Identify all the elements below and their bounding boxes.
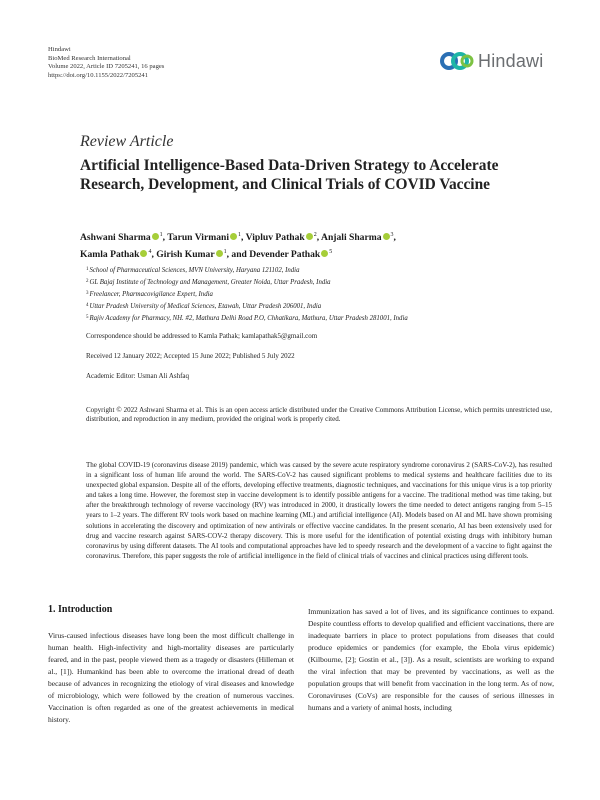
author-name[interactable]: Anjali Sharma	[321, 232, 382, 244]
author-separator: , and	[226, 249, 250, 261]
orcid-icon[interactable]	[140, 250, 147, 257]
author-name[interactable]: Ashwani Sharma	[80, 232, 151, 244]
orcid-icon[interactable]	[152, 233, 159, 240]
affiliation-number: 5	[86, 314, 89, 320]
correspondence: Correspondence should be addressed to Kamla Pathak; kamlapathak5@gmail.com	[86, 332, 318, 340]
author	[80, 249, 156, 260]
affiliation	[86, 289, 566, 301]
affiliation-text: Uttar Pradesh University of Medical Sciences, Etawah, Uttar Pradesh 206001, India	[89, 302, 322, 310]
author-affiliation-number: 1	[238, 232, 242, 238]
doi-link[interactable]: https://doi.org/10.1155/2022/7205241	[48, 71, 149, 79]
author-separator: ,	[151, 249, 157, 261]
section-heading-introduction: 1. Introduction	[48, 604, 113, 615]
affiliation	[86, 265, 566, 277]
author-separator: ,	[393, 232, 396, 244]
author-separator: ,	[316, 232, 322, 244]
affiliation	[86, 277, 566, 289]
author	[167, 232, 245, 243]
copyright-notice: Copyright © 2022 Ashwani Sharma et al. This is an open access article distributed under the Creative Commons Attribution License, which permits unrestricted use, distribution, and reproduction in any medium, provided the original work is properly cited.	[86, 406, 552, 424]
affiliation-list	[86, 265, 566, 325]
intro-paragraph: Virus-caused infectious diseases have long been the most difficult challenge in human health. High-infectivity and high-mortality diseases are particularly feared, and in the past, people viewed them as a tragedy or disasters (Hilleman et al., [1]). Humankind has been able to overcome the irrational dread of death because of advances in recognizing the etiology of viral diseases and knowledge of microbiology, which were followed by the creation of numerous vaccines. Vaccination is often regarded as one of the greatest achievements in medical history.	[48, 631, 294, 724]
affiliation-number: 1	[86, 267, 89, 272]
orcid-icon[interactable]	[383, 233, 390, 240]
author-affiliation-number: 2	[313, 232, 317, 238]
author-list	[80, 228, 560, 262]
hindawi-logo[interactable]	[440, 50, 543, 72]
article-title: Artificial Intelligence-Based Data-Driven Strategy to Accelerate Research, Development, and Clinical Trials of COVID Vaccine	[80, 157, 499, 193]
affiliation	[86, 301, 566, 313]
author-separator: ,	[162, 232, 168, 244]
author-affiliation-number: 3	[390, 232, 394, 238]
affiliation	[86, 313, 566, 325]
author	[80, 232, 167, 243]
affiliation-number: 3	[86, 290, 89, 296]
author-name[interactable]: Vipluv Pathak	[245, 232, 305, 244]
orcid-icon[interactable]	[230, 233, 237, 240]
author-name[interactable]: Tarun Virmani	[167, 232, 230, 244]
author-name[interactable]: Girish Kumar	[156, 249, 215, 261]
author-name[interactable]: Kamla Pathak	[80, 249, 140, 261]
hindawi-logo-icon	[440, 50, 474, 72]
publisher-name: Hindawi	[48, 46, 71, 53]
orcid-icon[interactable]	[306, 233, 313, 240]
orcid-icon[interactable]	[216, 250, 223, 257]
article-type: Review Article	[80, 133, 174, 150]
author-affiliation-number: 1	[159, 232, 163, 238]
author	[321, 232, 396, 243]
affiliation-number: 2	[86, 278, 89, 284]
author-affiliation-number: 1	[223, 249, 227, 256]
abstract: The global COVID-19 (coronavirus disease 2019) pandemic, which was caused by the severe acute respiratory syndrome coronavirus 2 (SARS-CoV-2), has resulted in a significant loss of human life around the world. The SARS-CoV-2 has caused significant problems to medical systems and healthcare facilities due to its unexpected global expansion. Despite all of the efforts, developing effective treatments, diagnostic techniques, and vaccinations for this unique virus is a top priority and takes a long time. However, the foremost step in vaccine development is to identify possible antigens for a vaccine. The traditional method was time taking, but after the breakthrough technology of reverse vaccinology (RV) was introduced in 2000, it drastically lowers the time needed to detect antigens ranging from 5–15 years to 1–2 years. The different RV tools work based on machine learning (ML) and artificial intelligence (AI). Models based on AI and ML have shown promising solutions in accelerating the discovery and optimization of new antivirals or effective vaccine candidates. In the present scenario, AI has been extensively used for drug and vaccine research against SARS-COV-2 therapy discovery. This is more useful for the identification of potential existing drugs with inhibitory human coronavirus by using different datasets. The AI tools and computational approaches have led to speedy research and the development of a vaccine to fight against the coronavirus. Therefore, this paper suggests the role of artificial intelligence in the field of clinical trials of vaccines and clinical practices using different tools.	[86, 461, 552, 560]
publication-dates: Received 12 January 2022; Accepted 15 June 2022; Published 5 July 2022	[86, 352, 295, 360]
affiliation-text: GL Bajaj Institute of Technology and Management, Greater Noida, Uttar Pradesh, India	[89, 278, 331, 286]
intro-paragraph: Immunization has saved a lot of lives, and its significance continues to expand. Despite countless efforts to develop qualified and efficient vaccinations, there are inadequate barriers in place to protect populations from diseases that could produce epidemics or pandemics (for example, the Ebola virus epidemic) (Kilbourne, [2]; Gostin et al., [3]). As a result, scientists are working to expand the viral infection that may be prevented by vaccinations, as well as the population groups that will benefit from vaccination in the long term. As of now, Coronaviruses (CoVs) are responsible for the causes of serious illnesses in humans and a variety of animal hosts, including	[308, 607, 554, 712]
author-separator: ,	[241, 232, 246, 244]
affiliation-number: 4	[86, 302, 89, 308]
author-affiliation-number: 5	[329, 249, 333, 256]
author	[246, 232, 321, 243]
author	[156, 249, 249, 260]
intro-column-right	[308, 606, 554, 714]
journal-meta	[48, 46, 164, 80]
volume-info: Volume 2022, Article ID 7205241, 16 pages	[48, 63, 165, 71]
logo-wordmark: Hindawi	[478, 50, 544, 71]
author-affiliation-number: 4	[148, 249, 152, 256]
journal-name: BioMed Research International	[48, 54, 131, 62]
affiliation-text: Rajiv Academy for Pharmacy, NH. #2, Mathura Delhi Road P.O, Chhatikara, Mathura, Uttar Pradesh 281001, India	[89, 314, 408, 322]
affiliation-text: School of Pharmaceutical Sciences, MVN University, Haryana 121102, India	[89, 267, 300, 274]
orcid-icon[interactable]	[321, 250, 328, 257]
intro-column-left	[48, 630, 294, 726]
author	[249, 249, 332, 260]
author-name[interactable]: Devender Pathak	[249, 249, 321, 261]
academic-editor: Academic Editor: Usman Ali Ashfaq	[86, 372, 190, 380]
affiliation-text: Freelancer, Pharmacovigilance Expert, India	[89, 290, 213, 298]
